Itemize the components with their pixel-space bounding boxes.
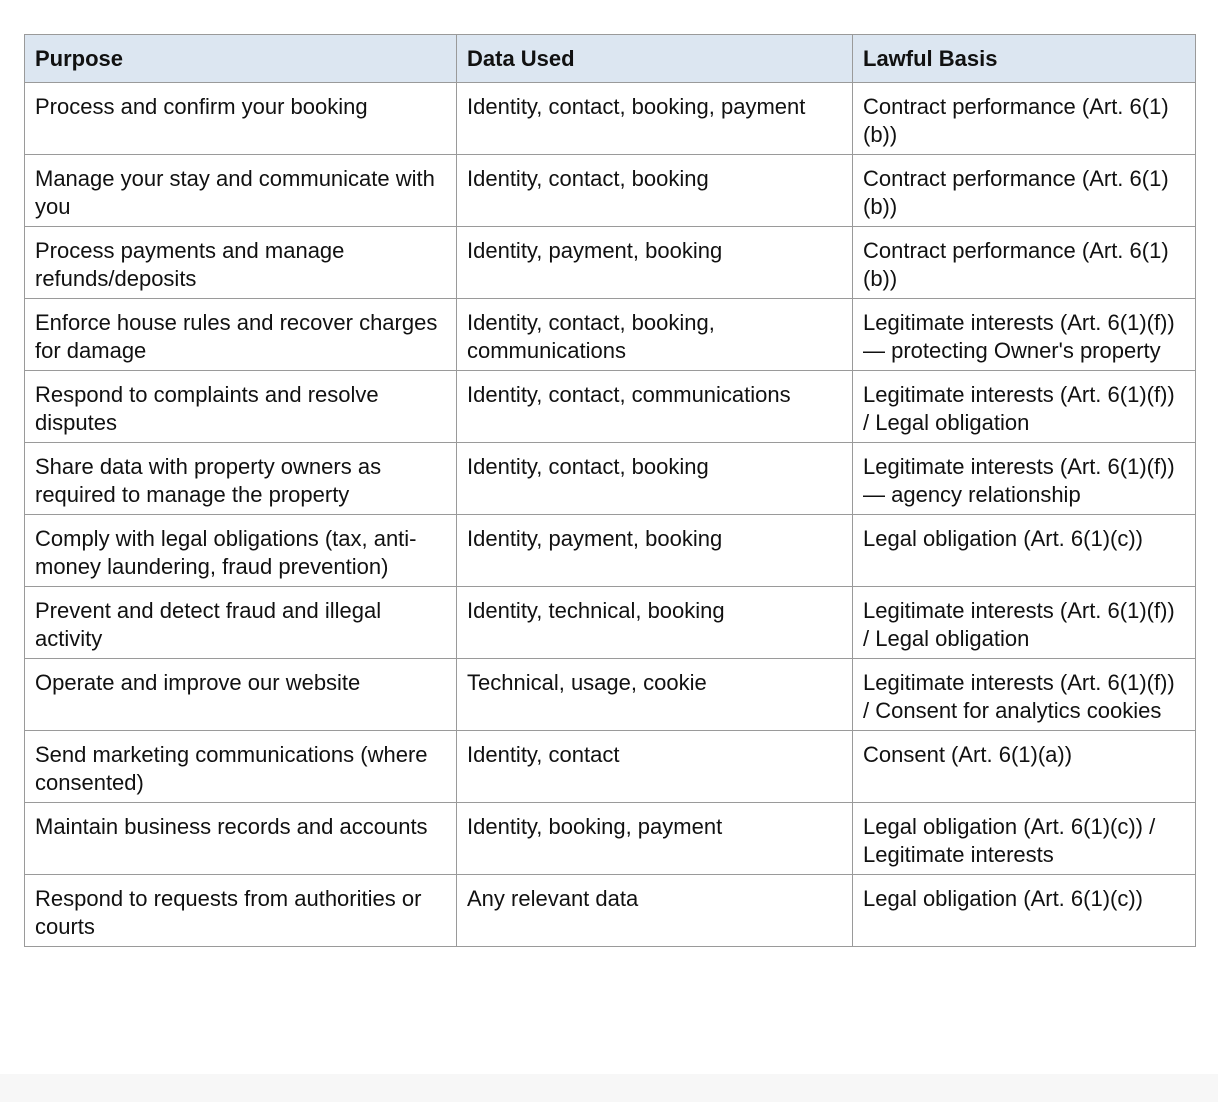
cell-purpose: Respond to complaints and resolve disputes <box>25 371 457 443</box>
table-body <box>25 83 1196 947</box>
cell-lawful-basis: Legal obligation (Art. 6(1)(c)) <box>853 515 1196 587</box>
cell-data-used: Identity, payment, booking <box>457 515 853 587</box>
cell-data-used: Identity, booking, payment <box>457 803 853 875</box>
cell-lawful-basis: Legal obligation (Art. 6(1)(c)) / Legitimate interests <box>853 803 1196 875</box>
cell-lawful-basis: Consent (Art. 6(1)(a)) <box>853 731 1196 803</box>
cell-lawful-basis: Contract performance (Art. 6(1)(b)) <box>853 83 1196 155</box>
cell-lawful-basis: Legitimate interests (Art. 6(1)(f)) / Consent for analytics cookies <box>853 659 1196 731</box>
cell-purpose: Share data with property owners as required to manage the property <box>25 443 457 515</box>
cell-data-used: Any relevant data <box>457 875 853 947</box>
cell-purpose: Comply with legal obligations (tax, anti-money laundering, fraud prevention) <box>25 515 457 587</box>
cell-data-used: Technical, usage, cookie <box>457 659 853 731</box>
cell-purpose: Operate and improve our website <box>25 659 457 731</box>
table-header <box>25 35 1196 83</box>
cell-purpose: Process and confirm your booking <box>25 83 457 155</box>
table-row <box>25 515 1196 587</box>
cell-purpose: Maintain business records and accounts <box>25 803 457 875</box>
header-data-used: Data Used <box>457 35 853 83</box>
table-row <box>25 731 1196 803</box>
cell-purpose: Prevent and detect fraud and illegal activity <box>25 587 457 659</box>
table-row <box>25 299 1196 371</box>
cell-lawful-basis: Contract performance (Art. 6(1)(b)) <box>853 155 1196 227</box>
cell-lawful-basis: Legal obligation (Art. 6(1)(c)) <box>853 875 1196 947</box>
header-row <box>25 35 1196 83</box>
table-row <box>25 371 1196 443</box>
cell-data-used: Identity, payment, booking <box>457 227 853 299</box>
table-row <box>25 155 1196 227</box>
table-row <box>25 587 1196 659</box>
cell-purpose: Process payments and manage refunds/deposits <box>25 227 457 299</box>
cell-lawful-basis: Legitimate interests (Art. 6(1)(f)) — agency relationship <box>853 443 1196 515</box>
cell-data-used: Identity, contact, booking <box>457 155 853 227</box>
table-row <box>25 803 1196 875</box>
cell-lawful-basis: Contract performance (Art. 6(1)(b)) <box>853 227 1196 299</box>
cell-purpose: Send marketing communications (where consented) <box>25 731 457 803</box>
cell-data-used: Identity, contact, booking <box>457 443 853 515</box>
cell-lawful-basis: Legitimate interests (Art. 6(1)(f)) / Legal obligation <box>853 587 1196 659</box>
cell-purpose: Respond to requests from authorities or courts <box>25 875 457 947</box>
cell-data-used: Identity, contact, communications <box>457 371 853 443</box>
cell-data-used: Identity, contact, booking, payment <box>457 83 853 155</box>
table-row <box>25 83 1196 155</box>
header-purpose: Purpose <box>25 35 457 83</box>
cell-purpose: Manage your stay and communicate with you <box>25 155 457 227</box>
table-row <box>25 659 1196 731</box>
cell-data-used: Identity, contact <box>457 731 853 803</box>
table-row <box>25 875 1196 947</box>
cell-purpose: Enforce house rules and recover charges for damage <box>25 299 457 371</box>
cell-lawful-basis: Legitimate interests (Art. 6(1)(f)) / Legal obligation <box>853 371 1196 443</box>
header-lawful-basis: Lawful Basis <box>853 35 1196 83</box>
cell-data-used: Identity, technical, booking <box>457 587 853 659</box>
cell-lawful-basis: Legitimate interests (Art. 6(1)(f)) — protecting Owner's property <box>853 299 1196 371</box>
lawful-basis-table <box>24 34 1196 947</box>
table-row <box>25 443 1196 515</box>
cell-data-used: Identity, contact, booking, communications <box>457 299 853 371</box>
table-row <box>25 227 1196 299</box>
